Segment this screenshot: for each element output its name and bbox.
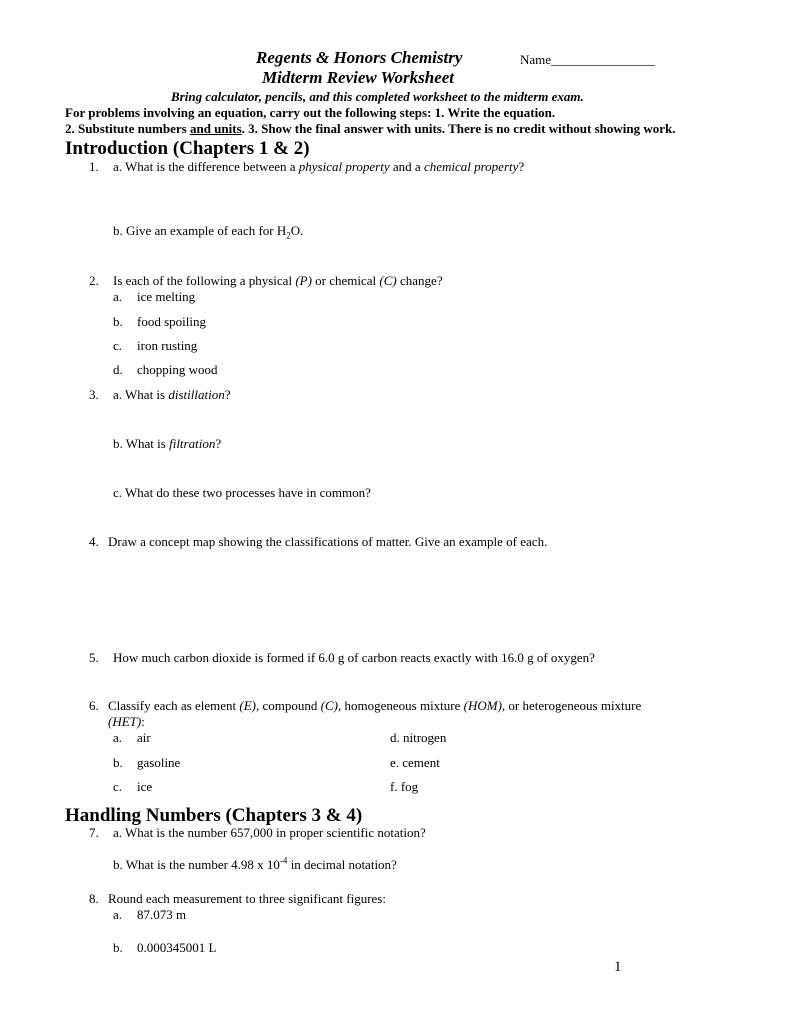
list-item: c. iron rusting bbox=[113, 338, 198, 353]
question-4: Draw a concept map showing the classifications of matter. Give an example of each. bbox=[108, 534, 548, 549]
question-7b: b. What is the number 4.98 x $10^{-4}$ in decimal notation? bbox=[113, 855, 397, 872]
instructions-line-2: 2. Substitute numbers and units. 3. Show the final answer with units. There is no credit without showing work. bbox=[65, 121, 676, 136]
list-item: d. nitrogen bbox=[390, 730, 447, 745]
question-1-number: 1. bbox=[89, 159, 99, 174]
page-number: 1 bbox=[614, 959, 622, 975]
list-item: a. ice melting bbox=[113, 289, 196, 304]
question-8-prompt: Round each measurement to three significant figures: bbox=[108, 891, 386, 906]
question-1a: a. What is the difference between a physical property and a chemical property? bbox=[113, 159, 525, 174]
question-7a: a. What is the number 657,000 in proper scientific notation? bbox=[113, 825, 426, 840]
question-5-number: 5. bbox=[89, 650, 99, 665]
question-3b: b. What is filtration? bbox=[113, 436, 222, 451]
list-item: a. air bbox=[113, 730, 151, 745]
question-3-number: 3. bbox=[89, 387, 99, 402]
name-label: Name bbox=[520, 52, 552, 67]
name-field bbox=[520, 52, 655, 68]
instructions-line-1: For problems involving an equation, carry out the following steps: 1. Write the equation. bbox=[65, 105, 556, 120]
question-2-prompt: Is each of the following a physical (P) or chemical (C) change? bbox=[113, 273, 443, 288]
list-item: d. chopping wood bbox=[113, 362, 218, 377]
question-6-prompt-cont: (HET): bbox=[108, 714, 145, 729]
question-5: How much carbon dioxide is formed if 6.0 g of carbon reacts exactly with 16.0 g of oxygen? bbox=[113, 650, 595, 665]
question-1b: b. Give an example of each for $H_2O$. bbox=[113, 223, 304, 241]
section-heading-introduction: Introduction (Chapters 1 & 2) bbox=[65, 138, 310, 159]
question-4-number: 4. bbox=[89, 534, 99, 549]
list-item: b. 0.000345001 L bbox=[113, 940, 217, 955]
list-item: f. fog bbox=[390, 779, 419, 794]
question-3c: c. What do these two processes have in common? bbox=[113, 485, 371, 500]
materials-note: Bring calculator, pencils, and this completed worksheet to the midterm exam. bbox=[171, 89, 584, 104]
list-item: b. gasoline bbox=[113, 755, 181, 770]
question-8-number: 8. bbox=[89, 891, 99, 906]
question-6-number: 6. bbox=[89, 698, 99, 713]
list-item: b. food spoiling bbox=[113, 314, 206, 329]
name-line: ________________ bbox=[551, 52, 656, 67]
question-2-number: 2. bbox=[89, 273, 99, 288]
question-3a: a. What is distillation? bbox=[113, 387, 231, 402]
section-heading-handling-numbers: Handling Numbers (Chapters 3 & 4) bbox=[65, 805, 363, 826]
list-item: e. cement bbox=[390, 755, 440, 770]
list-item: a. 87.073 m bbox=[113, 907, 187, 922]
question-7-number: 7. bbox=[89, 825, 99, 840]
worksheet-subtitle: Midterm Review Worksheet bbox=[262, 68, 455, 87]
question-6-prompt: Classify each as element (E), compound (C), homogeneous mixture (HOM), or heterogeneous mixture bbox=[108, 698, 642, 713]
worksheet-title: Regents & Honors Chemistry bbox=[256, 48, 463, 67]
list-item: c. ice bbox=[113, 779, 153, 794]
